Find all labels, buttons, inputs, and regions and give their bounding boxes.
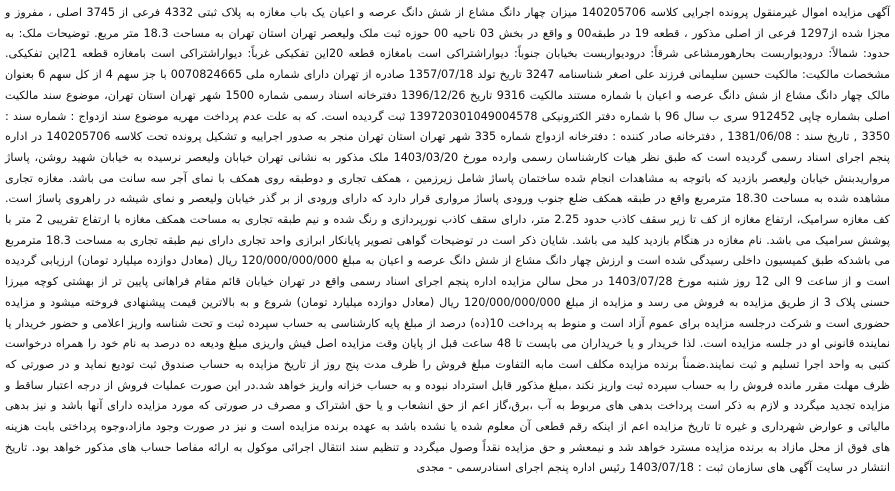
auction-notice-text: آگهی مزایده اموال غیرمنقول پرونده اجرایی کلاسه 140205706 میزان چهار دانگ مشاع از شش دانگ عرصه و اعیان یک باب مغازه به پلاک ثبتی 4332 فرعی از 3745 اصلی ، مفروز و مجزا شده از1297 فرعی از اصلی مذکور ، قطعه 19 در طبقه00 و واقع در بخش 03 ناحیه 00 حوزه ثبت ملک ولیعصر تهران استان تهران به مساحت 18.3 متر مربع. توضیحات ملک: به حدود: شمالاً: درودیواربست بحارهورمشاعی شرقاً: درودیواربست بخیابان جنوباً: دیواراشتراکی است بامغازه قطعه 20این تفکیکی غرباً: دیواراشتراکی است بامغازه قطعه 21این تفکیکی. مشخصات مالکیت: مالکیت حسین سلیمانی فرزند علی اصغر شناسنامه 3247 تاریخ تولد 1357/07/18 صادره از تهران دارای شماره ملی 0070824665 با جز سهم 4 از کل سهم 6 بعنوان مالک چهار دانگ مشاع از شش دانگ عرصه و اعیان با شماره مستند مالکیت 9316 تاریخ 1396/12/26 دفترخانه اسناد رسمی شماره 1500 شهر تهران استان تهران، موضوع سند مالکیت اصلی بشماره چاپی 912452 سری ب سال 96 با شماره دفتر الکترونیکی 139720301049004578 ثبت گردیده است. که به علت عدم پرداخت مهریه موضوع سند ازدواج : شماره سند : 3350 , تاریخ سند : 1381/06/08 , دفترخانه صادر کننده : دفترخانه ازدواج شماره 335 شهر تهران استان تهران منجر به صدور اجراییه و تشکیل پرونده تحت کلاسه 140205706 در اداره پنجم اجرای اسناد رسمی گردیده است که طبق نظر هیات کارشناسان رسمی وارده مورخ 1403/03/20 ملک مذکور به نشانی تهران خیابان ولیعصر نرسیده به خیابان شهید روشن، پاساژ مرواریدبنش خیابان ولیعصر بازدید که باتوجه به مشاهدات انجام شده ساختمان پاساژ شامل زیرزمین ، همکف تجاری و دوطبقه روی همکف با نمای آجر سه سانت می باشد. مغازه تجاری مشاهده شده به مساحت 18.30 مترمربع واقع در طبقه همکف ضلع جنوب ورودی پاساژ مرواری قرار دارد که دارای ورودی از بر گذر خیابان ولیعصر و نمای شیشه در راهروی پاساژ است. کف مغازه سرامیک، ارتفاع مغازه از کف تا زیر سقف کاذب حدود 2.25 متر، دارای سقف کاذب نورپردازی و رنگ شده و نیم طبقه تجاری به مساحت همکف مغازه با ارتفاع تقریبی 2 متر با پوشش سرامیک می باشد. نام مغازه در هنگام بازدید کلید می باشد. شایان ذکر است در توضیحات گواهی تصویر پایانکار ابرازی واحد تجاری دارای نیم طبقه تجاری به مساحت 18.3 مترمربع می باشدکه طبق کمیسیون داخلی رسیدگی شده است و ارزش چهار دانگ مشاع از شش دانگ عرصه و اعیان به مبلغ 120/000/000/000 ریال (معادل دوازده میلیارد تومان) ارزیابی گردیده است و از ساعت 9 الی 12 روز شنبه مورخ 1403/07/28 در محل سالن مزایده اداره پنجم اجرای اسناد رسمی واقع در تهران خیابان قائم مقام فراهانی پایین تر از بهشتی کوچه میرزا حسنی پلاک 3 از طریق مزایده به فروش می رسد و مزایده از مبلغ 120/000/000/000 ریال (معادل دوازده میلیارد تومان) شروع و به بالاترین قیمت پیشنهادی فروخته میشود و مزایده حضوری است و شرکت درجلسه مزایده برای عموم آزاد است و منوط به پرداخت 10(ده) درصد از مبلغ پایه کارشناسی به حساب سپرده ثبت و تحت شناسه واریز اعلامی و حضور خریدار یا نماینده قانونی او در جلسه مزایده است. لذا خریدار و یا خریداران می بایست تا 48 ساعت قبل از پایان وقت مزایده اصل فیش واریزی مبلغ ودیعه ده درصد به نام خود را همراه درخواست کتبی به واحد اجرا تسلیم و ثبت نمایند.ضمناً برنده مزایده مکلف است مابه التفاوت مبلغ فروش را ظرف مدت پنج روز از تاریخ مزایده به حساب صندوق ثبت تودیع نماید و در صورتی که ظرف مهلت مقرر مانده فروش را به حساب سپرده ثبت واریز نکند ،مبلغ مذکور قابل استرداد نبوده و به حساب خزانه واریز خواهد شد.در این صورت عملیات فروش از درجه اعتبار ساقط و مزایده تجدید میگردد و لازم به ذکر است پرداخت بدهی های مربوط به آب ،برق،گاز اعم از حق انشعاب و یا حق اشتراک و مصرف در صورتی که مورد مزایده دارای آنها باشد و نیز بدهی مالیاتی و عوارض شهرداری و غیره تا تاریخ مزایده اعم از اینکه رقم قطعی آن معلوم شده یا نشده باشد به عهده برنده مزایده است و نیز در صورت وجود مازاد،وجوه پرداختی بابت هزینه های فوق از محل مازاد به برنده مزایده مسترد خواهد شد و نیمعشر و حق مزایده نقداً وصول میگردد و تنظیم سند انتقال اجرائی موکول به ارائه مفاصا حساب های مذکور خواهد بود. تاریخ انتشار در سایت آگهی های سازمان ثبت : 1403/07/18 رئیس اداره پنجم اجرای اسنادرسمی - مجدی bbox=[5, 6, 891, 475]
